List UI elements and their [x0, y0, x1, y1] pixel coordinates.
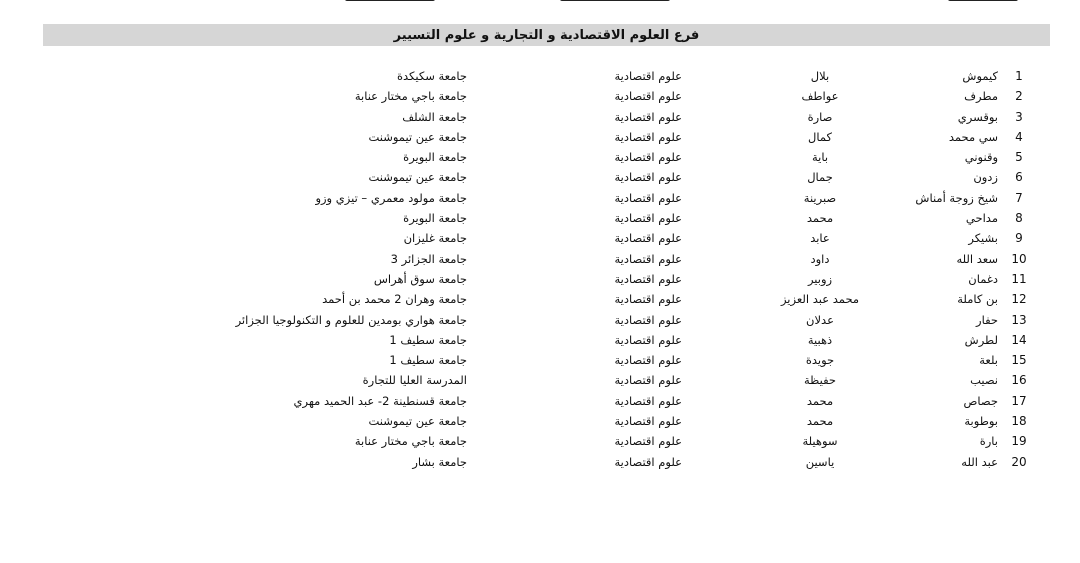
last-name-cell: بوقسري [957, 109, 998, 124]
row-number: 5 [1015, 150, 1023, 165]
university-cell: جامعة باجي مختار عنابة [354, 434, 467, 449]
specialty-cell: علوم اقتصادية [614, 292, 682, 307]
table-row [0, 107, 1080, 127]
specialty-cell: علوم اقتصادية [614, 454, 682, 469]
last-name-cell: لطرش [964, 332, 998, 347]
table-row [0, 391, 1080, 411]
university-cell: جامعة عين تيموشنت [368, 414, 467, 429]
university-cell: جامعة البويرة [403, 211, 467, 226]
row-number: 13 [1011, 312, 1027, 327]
first-name-cell: عدلان [806, 312, 834, 327]
university-cell: جامعة سكيكدة [396, 69, 467, 83]
specialty-cell: علوم اقتصادية [614, 434, 682, 449]
row-number: 14 [1011, 332, 1027, 347]
row-number: 6 [1015, 170, 1023, 185]
row-number: 16 [1011, 373, 1027, 388]
specialty-cell: علوم اقتصادية [614, 109, 682, 124]
row-number: 1 [1015, 69, 1023, 83]
row-number: 2 [1015, 89, 1023, 104]
section-header-bar [43, 24, 1050, 46]
row-number: 12 [1011, 292, 1027, 307]
row-number: 10 [1011, 251, 1027, 266]
table-row [0, 452, 1080, 472]
specialty-cell: علوم اقتصادية [614, 353, 682, 368]
specialty-cell: علوم اقتصادية [614, 129, 682, 144]
row-number: 17 [1011, 393, 1027, 408]
row-number: 11 [1011, 271, 1027, 286]
last-name-cell: سي محمد [948, 129, 998, 144]
university-cell: جامعة قسنطينة 2- عبد الحميد مهري [293, 393, 467, 408]
table-row [0, 66, 1080, 86]
first-name-cell: صبرينة [803, 190, 837, 205]
first-name-cell: سوهيلة [802, 434, 838, 449]
specialty-cell: علوم اقتصادية [614, 414, 682, 429]
table-row [0, 167, 1080, 187]
table-row [0, 350, 1080, 370]
first-name-cell: زوبير [807, 271, 833, 286]
university-cell: جامعة بشار [412, 454, 467, 469]
university-cell: جامعة الجزائر 3 [390, 251, 467, 266]
university-cell: المدرسة العليا للتجارة [362, 373, 467, 388]
university-cell: جامعة عين تيموشنت [368, 129, 467, 144]
first-name-cell: عابد [810, 231, 830, 246]
first-name-cell: حفيظة [804, 373, 836, 388]
table-row [0, 411, 1080, 431]
specialty-cell: علوم اقتصادية [614, 69, 682, 83]
table-row [0, 147, 1080, 167]
specialty-cell: علوم اقتصادية [614, 150, 682, 165]
first-name-cell: محمد [806, 393, 834, 408]
first-name-cell: ياسين [805, 454, 835, 469]
cropped-previous-row [0, 0, 1080, 8]
university-cell: جامعة غليزان [403, 231, 467, 246]
university-cell: جامعة سوق أهراس [373, 271, 467, 286]
specialty-cell: علوم اقتصادية [614, 231, 682, 246]
first-name-cell: صارة [807, 109, 833, 124]
section-title: فرع العلوم الاقتصادية و التجارية و علوم التسيير [393, 27, 700, 43]
university-cell: جامعة وهران 2 محمد بن أحمد [322, 292, 467, 307]
university-cell: جامعة باجي مختار عنابة [354, 89, 467, 104]
last-name-cell: عبد الله [961, 454, 998, 469]
candidate-list [0, 66, 1080, 472]
table-row [0, 249, 1080, 269]
university-cell: جامعة مولود معمري – تيزي وزو [315, 190, 467, 205]
table-row [0, 228, 1080, 248]
last-name-cell: حفار [976, 312, 998, 327]
table-row [0, 310, 1080, 330]
row-number: 8 [1015, 211, 1023, 226]
table-row [0, 431, 1080, 451]
last-name-cell: مطرف [964, 89, 998, 104]
specialty-cell: علوم اقتصادية [614, 393, 682, 408]
row-number: 18 [1011, 414, 1027, 429]
specialty-cell: علوم اقتصادية [614, 312, 682, 327]
last-name-cell: مداحي [965, 211, 998, 226]
first-name-cell: محمد عبد العزيز [780, 292, 860, 307]
specialty-cell: علوم اقتصادية [614, 332, 682, 347]
first-name-cell: داود [810, 251, 830, 266]
university-cell: جامعة عين تيموشنت [368, 170, 467, 185]
last-name-cell: بوطوبة [964, 414, 998, 429]
row-number: 9 [1015, 231, 1023, 246]
first-name-cell: جويدة [805, 353, 835, 368]
last-name-cell: بن كاملة [957, 292, 998, 307]
university-cell: جامعة الشلف [402, 109, 467, 124]
first-name-cell: كمال [808, 129, 832, 144]
last-name-cell: جصاص [963, 393, 998, 408]
table-row [0, 127, 1080, 147]
last-name-cell: سعد الله [956, 251, 998, 266]
table-row [0, 208, 1080, 228]
specialty-cell: علوم اقتصادية [614, 170, 682, 185]
last-name-cell: بارة [979, 434, 998, 449]
specialty-cell: علوم اقتصادية [614, 89, 682, 104]
table-row [0, 289, 1080, 309]
specialty-cell: علوم اقتصادية [614, 251, 682, 266]
first-name-cell: باية [811, 150, 829, 165]
last-name-cell: بشيكر [968, 231, 998, 246]
last-name-cell: كيموش [962, 69, 998, 83]
last-name-cell: زدون [973, 170, 998, 185]
row-number: 3 [1015, 109, 1023, 124]
table-row [0, 330, 1080, 350]
last-name-cell: بلعة [979, 353, 998, 368]
table-row [0, 269, 1080, 289]
first-name-cell: عواطف [801, 89, 839, 104]
specialty-cell: علوم اقتصادية [614, 211, 682, 226]
row-number: 19 [1011, 434, 1027, 449]
last-name-cell: شيخ زوجة أمناش [915, 190, 998, 205]
last-name-cell: نصيب [970, 373, 998, 388]
last-name-cell: وقنوني [964, 150, 998, 165]
first-name-cell: بلال [810, 69, 830, 83]
university-cell: جامعة سطيف 1 [389, 332, 467, 347]
table-row [0, 188, 1080, 208]
university-cell: جامعة البويرة [403, 150, 467, 165]
specialty-cell: علوم اقتصادية [614, 190, 682, 205]
specialty-cell: علوم اقتصادية [614, 373, 682, 388]
row-number: 20 [1011, 454, 1027, 469]
row-number: 4 [1015, 129, 1023, 144]
first-name-cell: محمد [806, 414, 834, 429]
specialty-cell: علوم اقتصادية [614, 271, 682, 286]
university-cell: جامعة سطيف 1 [389, 353, 467, 368]
row-number: 7 [1015, 190, 1023, 205]
university-cell: جامعة هواري بومدين للعلوم و التكنولوجيا الجزائر [235, 312, 467, 327]
table-row [0, 86, 1080, 106]
table-row [0, 370, 1080, 390]
first-name-cell: محمد [806, 211, 834, 226]
first-name-cell: ذهبية [807, 332, 833, 347]
first-name-cell: جمال [807, 170, 833, 185]
row-number: 15 [1011, 353, 1027, 368]
last-name-cell: دغمان [968, 271, 998, 286]
